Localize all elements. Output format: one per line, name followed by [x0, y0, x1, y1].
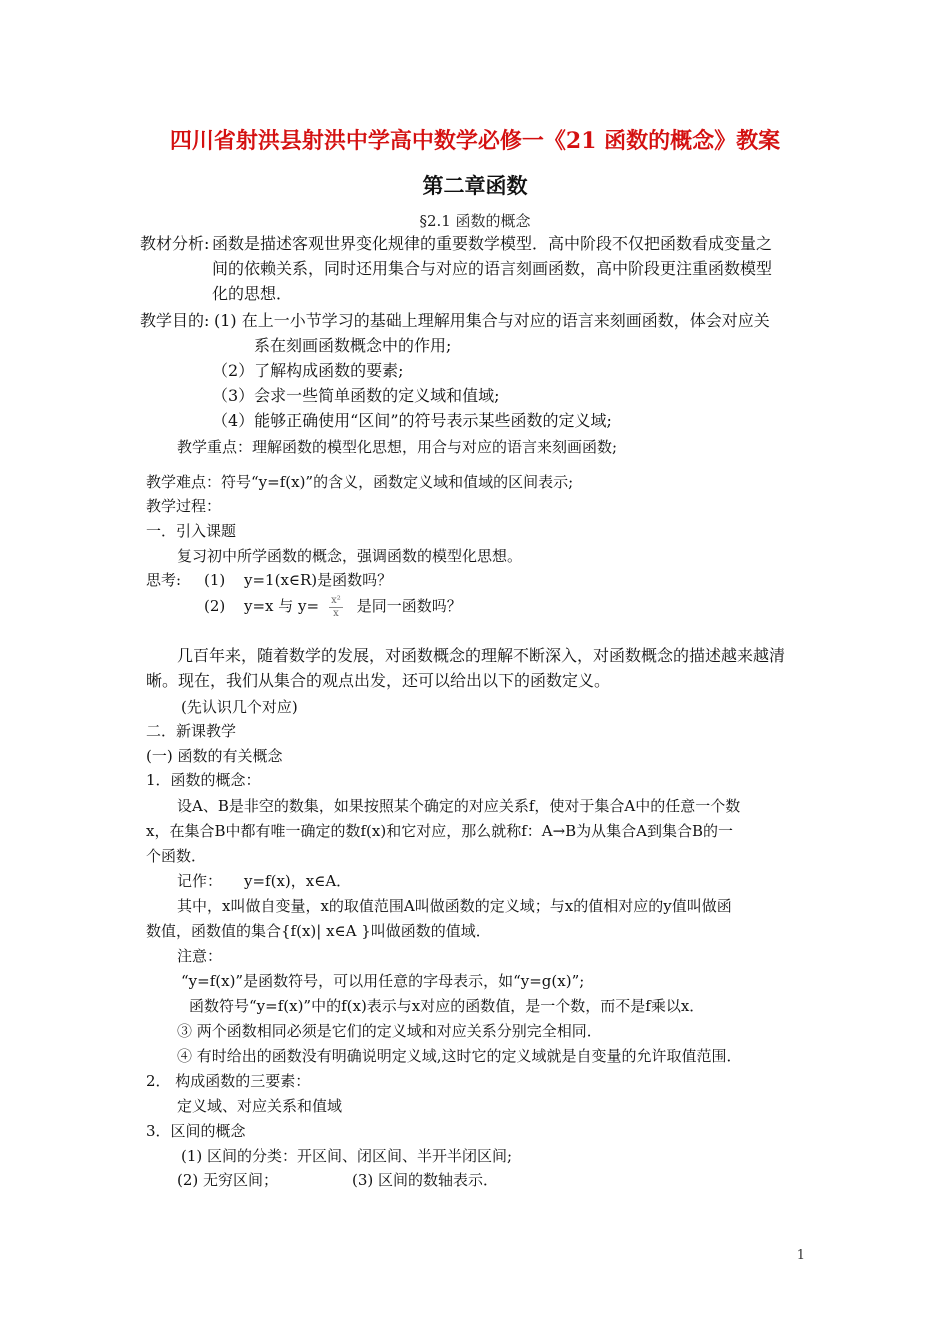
- fraction-numerator: x²: [331, 594, 341, 606]
- attention-label: 注意：: [177, 947, 223, 965]
- part1-heading: 一．引入课题: [146, 522, 237, 540]
- fraction-denominator: x: [333, 607, 339, 619]
- part2-heading: 二．新课教学: [146, 722, 237, 740]
- question-2-suffix: 是同一函数吗？: [356, 597, 462, 615]
- correspondence-note: (先认识几个对应): [181, 698, 298, 716]
- think-label: 思考:: [146, 571, 182, 589]
- interval-class-1: (1) 区间的分类：开区间、闭区间、半开半闭区间;: [181, 1147, 513, 1165]
- document-title: 四川省射洪县射洪中学高中数学必修一《21 函数的概念》教案: [169, 128, 781, 154]
- page-number: 1: [796, 1248, 805, 1263]
- domain-line-2: 数值，函数值的集合{f(x)| x∈A }叫做函数的值域．: [146, 922, 491, 940]
- notation-formula: y=f(x)，x∈A．: [244, 872, 352, 890]
- key-point: 教学重点：理解函数的模型化思想，用合与对应的语言来刻画函数;: [177, 438, 618, 456]
- objective-1-line-1: (1) 在上一小节学习的基础上理解用集合与对应的语言来刻画函数，体会对应关: [214, 311, 770, 330]
- history-para-line-2: 晰。现在，我们从集合的观点出发，还可以给出以下的函数定义。: [146, 671, 611, 690]
- objective-1-line-2: 系在刻画函数概念中的作用;: [254, 336, 452, 355]
- analysis-line-1: 函数是描述客观世界变化规律的重要数学模型．高中阶段不仅把函数看成变量之: [212, 234, 773, 253]
- interval-class-2: (2) 无穷区间；: [177, 1171, 279, 1189]
- domain-line-1: 其中，x叫做自变量，x的取值范围A叫做函数的定义域；与x的值相对应的y值叫做函: [177, 897, 732, 915]
- notation-label: 记作：: [177, 872, 223, 890]
- item-2-heading: 2． 构成函数的三要素：: [146, 1072, 311, 1090]
- item-1-heading: 1．函数的概念：: [146, 771, 261, 789]
- note-2: 函数符号“y=f(x)”中的f(x)表示与x对应的函数值，是一个数，而不是f乘以x．: [189, 997, 705, 1015]
- question-2-text: [244, 594, 462, 620]
- note-3: ③ 两个函数相同必须是它们的定义域和对应关系分别完全相同．: [177, 1022, 602, 1040]
- section-heading: §2.1 函数的概念: [419, 212, 531, 230]
- question-2-number: (2): [204, 597, 226, 615]
- interval-class-3: (3) 区间的数轴表示．: [352, 1171, 499, 1189]
- review-text: 复习初中所学函数的概念，强调函数的模型化思想。: [177, 547, 523, 565]
- note-4: ④ 有时给出的函数没有明确说明定义域,这时它的定义域就是自变量的允许取值范围．: [177, 1047, 742, 1065]
- definition-line-2: x，在集合B中都有唯一确定的数f(x)和它对应，那么就称f：A→B为从集合A到集合B的一: [146, 822, 734, 840]
- history-para-line-1: 几百年来，随着数学的发展，对函数概念的理解不断深入，对函数概念的描述越来越清: [177, 646, 786, 665]
- question-1-number: (1): [204, 571, 226, 589]
- note-1: “y=f(x)”是函数符号，可以用任意的字母表示，如“y=g(x)”;: [181, 972, 585, 990]
- chapter-heading: 第二章函数: [422, 173, 528, 198]
- definition-line-1: 设A、B是非空的数集，如果按照某个确定的对应关系f，使对于集合A中的任意一个数: [177, 797, 741, 815]
- difficulty: 教学难点：符号“y=f(x)”的含义，函数定义域和值域的区间表示;: [146, 473, 574, 491]
- objective-3: （3）会求一些简单函数的定义域和值域;: [212, 386, 500, 405]
- subsection-1-heading: (一) 函数的有关概念: [146, 747, 283, 765]
- question-1-text: y=1(x∈R)是函数吗？: [244, 571, 393, 589]
- process-heading: 教学过程：: [146, 497, 222, 515]
- analysis-label: 教材分析:: [140, 234, 210, 253]
- objective-2: （2）了解构成函数的要素;: [212, 361, 404, 380]
- fraction-x-squared-over-x: [329, 595, 343, 620]
- question-2-prefix: y=x 与 y=: [244, 597, 320, 615]
- analysis-line-3: 化的思想．: [212, 284, 293, 303]
- objective-4: （4）能够正确使用“区间”的符号表示某些函数的定义域;: [212, 411, 612, 430]
- item-3-heading: 3．区间的概念: [146, 1122, 246, 1140]
- objectives-label: 教学目的:: [140, 311, 210, 330]
- analysis-line-2: 间的依赖关系，同时还用集合与对应的语言刻画函数，高中阶段更注重函数模型: [212, 259, 773, 278]
- definition-line-3: 个函数．: [146, 847, 207, 865]
- three-elements: 定义域、对应关系和值域: [177, 1097, 343, 1115]
